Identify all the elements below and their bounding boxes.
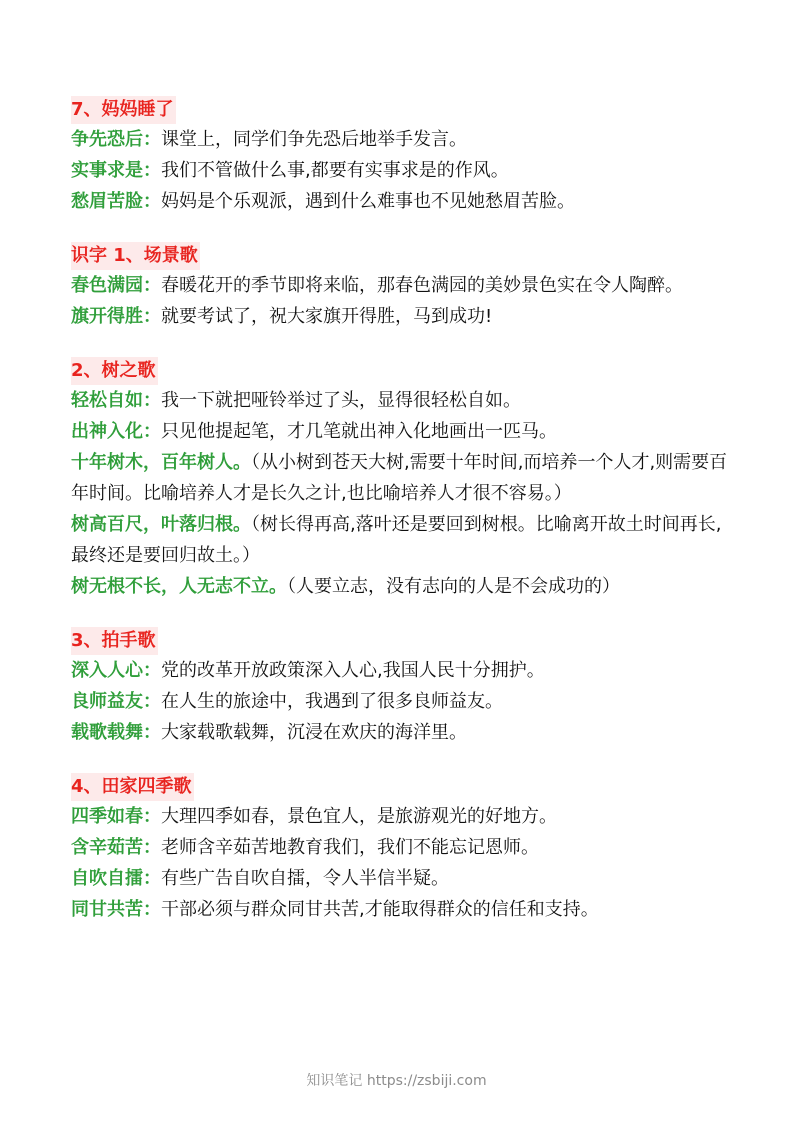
idiom-term: 深入人心: [71, 660, 143, 681]
idiom-term: 十年树木，百年树人: [71, 452, 233, 473]
idiom-term: 含辛茹苦: [71, 837, 143, 858]
idiom-entry: [71, 655, 731, 686]
idiom-entry: [71, 447, 731, 509]
idiom-example: 党的改革开放政策深入人心,我国人民十分拥护。: [161, 660, 545, 681]
section-changjing-ge: [71, 242, 731, 332]
idiom-example: 有些广告自吹自擂，令人半信半疑。: [161, 868, 449, 889]
section-mama-shui-le: [71, 96, 731, 217]
idiom-term: 争先恐后: [71, 129, 143, 150]
idiom-separator: ：: [143, 660, 161, 681]
idiom-separator: ：: [143, 275, 161, 296]
idiom-separator: 。: [233, 514, 251, 535]
idiom-entry: [71, 385, 731, 416]
idiom-separator: 。: [269, 576, 287, 597]
idiom-entry: [71, 832, 731, 863]
idiom-example: 只见他提起笔，才几笔就出神入化地画出一匹马。: [161, 421, 557, 442]
idiom-example: （人要立志，没有志向的人是不会成功的）: [287, 576, 620, 597]
idiom-separator: ：: [143, 868, 161, 889]
section-tianjia-siji-ge: [71, 773, 731, 925]
idiom-separator: ：: [143, 191, 161, 212]
idiom-term: 自吹自擂: [71, 868, 143, 889]
idiom-example: 在人生的旅途中，我遇到了很多良师益友。: [161, 691, 503, 712]
idiom-example: 大家载歌载舞，沉浸在欢庆的海洋里。: [161, 722, 467, 743]
idiom-separator: ：: [143, 899, 161, 920]
idiom-entry: [71, 686, 731, 717]
section-heading: 4、田家四季歌: [71, 773, 194, 801]
idiom-entry: [71, 416, 731, 447]
idiom-separator: ：: [143, 306, 161, 327]
idiom-separator: 。: [233, 452, 251, 473]
document-body: [71, 96, 731, 950]
idiom-separator: ：: [143, 837, 161, 858]
idiom-example: 大理四季如春，景色宜人，是旅游观光的好地方。: [161, 806, 557, 827]
section-heading: 3、拍手歌: [71, 627, 158, 655]
idiom-term: 树无根不长，人无志不立: [71, 576, 269, 597]
idiom-separator: ：: [143, 722, 161, 743]
idiom-example: 课堂上，同学们争先恐后地举手发言。: [161, 129, 467, 150]
idiom-example: 妈妈是个乐观派，遇到什么难事也不见她愁眉苦脸。: [161, 191, 575, 212]
footer-watermark: 知识笔记 https://zsbiji.com: [306, 1073, 487, 1089]
idiom-entry: [71, 801, 731, 832]
idiom-entry: [71, 301, 731, 332]
section-heading: 2、树之歌: [71, 357, 158, 385]
idiom-term: 良师益友: [71, 691, 143, 712]
idiom-example: 干部必须与群众同甘共苦,才能取得群众的信任和支持。: [161, 899, 599, 920]
idiom-entry: [71, 186, 731, 217]
section-heading: 7、妈妈睡了: [71, 96, 176, 124]
idiom-example: 我一下就把哑铃举过了头，显得很轻松自如。: [161, 390, 521, 411]
idiom-term: 载歌载舞: [71, 722, 143, 743]
section-shu-zhi-ge: [71, 357, 731, 602]
idiom-separator: ：: [143, 421, 161, 442]
idiom-term: 同甘共苦: [71, 899, 143, 920]
idiom-separator: ：: [143, 160, 161, 181]
idiom-entry: [71, 571, 731, 602]
section-paishou-ge: [71, 627, 731, 748]
idiom-separator: ：: [143, 129, 161, 150]
idiom-entry: [71, 863, 731, 894]
idiom-entry: [71, 270, 731, 301]
idiom-term: 树高百尺，叶落归根: [71, 514, 233, 535]
idiom-term: 愁眉苦脸: [71, 191, 143, 212]
idiom-example: 老师含辛茹苦地教育我们，我们不能忘记恩师。: [161, 837, 539, 858]
idiom-entry: [71, 124, 731, 155]
idiom-term: 春色满园: [71, 275, 143, 296]
idiom-entry: [71, 894, 731, 925]
idiom-example: （树长得再高,落叶还是要回到树根。比喻离开故土时间再长,最终还是要回归故土。）: [71, 514, 722, 566]
idiom-example: 我们不管做什么事,都要有实事求是的作风。: [161, 160, 509, 181]
idiom-separator: ：: [143, 806, 161, 827]
idiom-term: 四季如春: [71, 806, 143, 827]
idiom-entry: [71, 509, 731, 571]
idiom-term: 轻松自如: [71, 390, 143, 411]
section-heading: 识字 1、场景歌: [71, 242, 200, 270]
idiom-entry: [71, 717, 731, 748]
idiom-example: 就要考试了，祝大家旗开得胜，马到成功!: [161, 306, 493, 327]
idiom-term: 旗开得胜: [71, 306, 143, 327]
idiom-term: 出神入化: [71, 421, 143, 442]
idiom-entry: [71, 155, 731, 186]
idiom-separator: ：: [143, 390, 161, 411]
idiom-example: 春暖花开的季节即将来临，那春色满园的美妙景色实在令人陶醉。: [161, 275, 683, 296]
idiom-separator: ：: [143, 691, 161, 712]
idiom-example: （从小树到苍天大树,需要十年时间,而培养一个人才,则需要百年时间。比喻培养人才是长久之计,也比喻培养人才很不容易。）: [71, 452, 728, 504]
idiom-term: 实事求是: [71, 160, 143, 181]
